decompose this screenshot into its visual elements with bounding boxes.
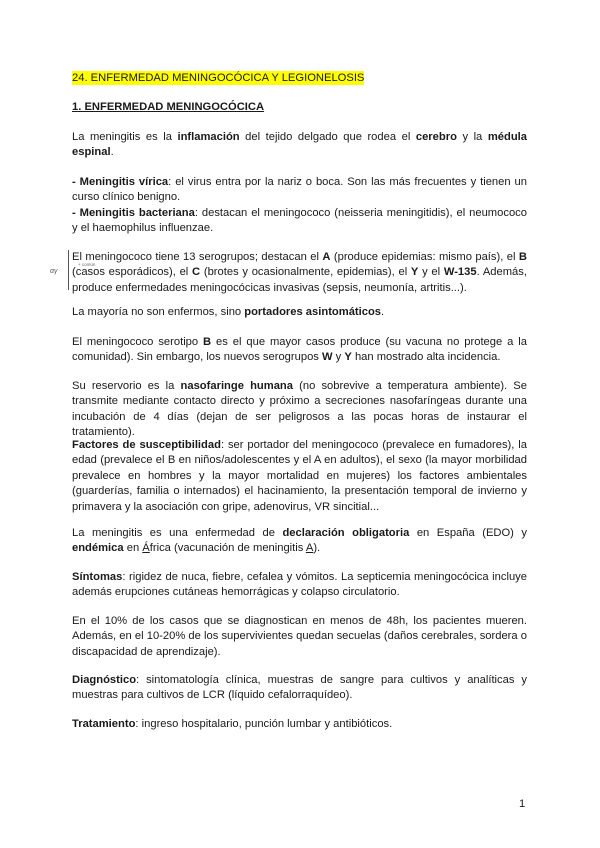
paragraph-mortalidad: En el 10% de los casos que se diagnostican en menos de 48h, los pacientes mueren. Además, en el 10-20% de los supervivientes quedan secuelas (daños cerebrales, sordera o discapacidad de aprendizaje). — [72, 615, 527, 658]
paragraph-declaracion-obligatoria: La meningitis es una enfermedad de declaración obligatoria en España (EDO) y endémica en África (vacunación de meningitis A). — [72, 527, 528, 555]
title-highlight: 24. ENFERMEDAD MENINGOCÓCICA Y LEGIONELOSIS — [72, 72, 365, 84]
paragraph-diagnostico: Diagnóstico: sintomatología clínica, muestras de sangre para cultivos y analíticas y muestras para cultivos de LCR (líquido cefalorraquídeo). — [72, 674, 527, 702]
paragraph-reservorio: Su reservorio es la nasofaringe humana (no sobrevive a temperatura ambiente). Se transmite mediante contacto directo y próximo a secreciones nasofaríngeas durante una incubación de 4 días (dejan de ser peligrosos a las pocas horas de instaurar el tratamiento). — [72, 380, 527, 439]
paragraph-portadores: La mayoría no son enfermos, sino portadores asintomáticos. — [72, 306, 385, 318]
tiny-annotation: + común — [78, 262, 96, 267]
section-heading: 1. ENFERMEDAD MENINGOCÓCICA — [72, 101, 265, 113]
paragraph-tratamiento: Tratamiento: ingreso hospitalario, punción lumbar y antibióticos. — [72, 718, 393, 730]
paragraph-serotipo-b: El meningococo serotipo B es el que mayor casos produce (su vacuna no protege a la comunidad). Sin embargo, los nuevos serogrupos W y Y han mostrado alta incidencia. — [72, 336, 527, 364]
margin-handwritten-mark: αγ — [50, 268, 58, 275]
paragraph-meningitis-virica: - Meningitis vírica: el virus entra por la nariz o boca. Son las más frecuentes y tienen un curso clínico benigno. — [72, 176, 527, 204]
page-number: 1 — [519, 798, 526, 810]
paragraph-meningitis-definition: La meningitis es la inflamación del tejido delgado que rodea el cerebro y la médula espinal. — [72, 131, 527, 159]
paragraph-sintomas: Síntomas: rigidez de nuca, fiebre, cefalea y vómitos. La septicemia meningocócica incluye además erupciones cutáneas hemorrágicas y colapso circulatorio. — [72, 571, 527, 599]
paragraph-meningitis-bacteriana: - Meningitis bacteriana: destacan el meningococo (neisseria meningitidis), el neumococo y el haemophilus influenzae. — [72, 207, 527, 235]
paragraph-serogrupos: El meningococo tiene 13 serogrupos; destacan el A (produce epidemias: mismo país), el B (casos esporádicos), el C (brotes y ocasionalmente, epidemias), el Y y el W-135. Además, produce enfermedades meningocócicas invasivas (sepsis, neumonía, artritis...). — [72, 251, 527, 294]
paragraph-factores-susceptibilidad: Factores de susceptibilidad: ser portador del meningococo (prevalece en fumadores), la edad (prevalece el B en niños/adolescentes y el A en adultos), el sexo (la mayor morbilidad prevalece en hombres y la mayor mortalidad en mujeres) los factores ambientales (guarderías, familia o internados) el hacinamiento, la presentación temporal de invierno y primavera y la asociación con gripe, adenovirus, VR sincitial... — [72, 439, 527, 513]
document-title — [72, 71, 364, 86]
margin-bracket — [68, 250, 69, 290]
